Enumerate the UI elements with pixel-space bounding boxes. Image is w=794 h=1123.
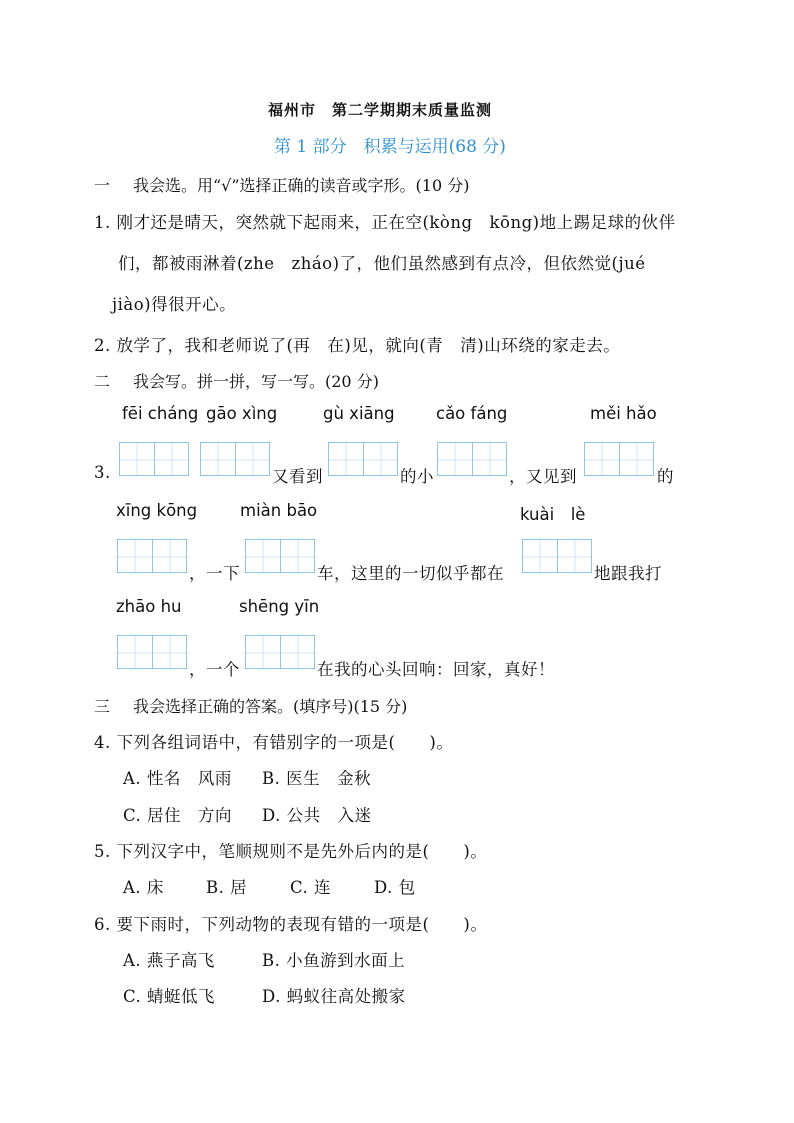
writing-grid-box[interactable] — [117, 539, 187, 573]
writing-grid-box[interactable] — [437, 442, 507, 476]
sentence-text: ，又见到 — [509, 467, 577, 486]
answer-option[interactable]: C. 居住 方向 — [123, 806, 233, 825]
writing-grid-box[interactable] — [119, 442, 189, 476]
answer-option[interactable]: D. 公共 入迷 — [262, 806, 372, 825]
writing-grid-box[interactable] — [245, 635, 315, 669]
question-4: 4. 下列各组词语中，有错别字的一项是( )。 — [94, 733, 454, 752]
writing-grid-box[interactable] — [117, 635, 187, 669]
answer-option[interactable]: C. 连 — [290, 878, 332, 897]
sentence-text: 的 — [657, 467, 674, 486]
sentence-text: 车，这里的一切似乎都在 — [317, 564, 504, 583]
section-2-number: 二 — [94, 372, 111, 391]
pinyin-label: shēng yīn — [239, 597, 320, 616]
answer-option[interactable]: B. 小鱼游到水面上 — [262, 951, 406, 970]
writing-grid-box[interactable] — [245, 539, 315, 573]
writing-grid-box[interactable] — [200, 442, 270, 476]
answer-option[interactable]: D. 包 — [374, 878, 416, 897]
answer-option[interactable]: D. 蚂蚁往高处搬家 — [262, 987, 406, 1006]
page-title: 福州市 第二学期期末质量监测 — [268, 101, 493, 119]
section-1-number: 一 — [94, 176, 111, 195]
section-3-number: 三 — [94, 697, 111, 716]
sentence-text: 地跟我打 — [594, 564, 662, 583]
pinyin-label: měi hǎo — [590, 404, 657, 423]
pinyin-label: cǎo fáng — [436, 404, 508, 423]
question-3-number: 3. — [94, 463, 111, 482]
sentence-text: 的小 — [400, 467, 434, 486]
answer-option[interactable]: A. 燕子高飞 — [123, 951, 215, 970]
question-5: 5. 下列汉字中，笔顺规则不是先外后内的是( )。 — [94, 842, 488, 861]
sentence-text: 在我的心头回响：回家，真好！ — [317, 660, 555, 679]
writing-grid-box[interactable] — [328, 442, 398, 476]
question-1-line-2: 们，都被雨淋着(zhe zháo)了，他们虽然感到有点冷，但依然觉(jué — [118, 254, 646, 273]
section-1-instruction: 我会选。用“√”选择正确的读音或字形。(10 分) — [133, 176, 470, 195]
pinyin-label: miàn bāo — [240, 501, 318, 520]
pinyin-label: fēi cháng — [122, 404, 199, 423]
answer-option[interactable]: B. 居 — [206, 878, 248, 897]
answer-option[interactable]: C. 蜻蜓低飞 — [123, 987, 216, 1006]
pinyin-label: xīng kōng — [116, 501, 198, 520]
answer-option[interactable]: A. 性名 风雨 — [123, 769, 232, 788]
writing-grid-box[interactable] — [522, 539, 592, 573]
writing-grid-box[interactable] — [584, 442, 654, 476]
sentence-text: ，一下 — [189, 564, 240, 583]
answer-option[interactable]: A. 床 — [123, 878, 164, 897]
question-2: 2. 放学了，我和老师说了(再 在)见，就向(青 清)山环绕的家走去。 — [94, 336, 621, 355]
sentence-text: ，一个 — [189, 660, 240, 679]
part-subtitle: 第 1 部分 积累与运用(68 分) — [274, 137, 506, 157]
section-3-instruction: 我会选择正确的答案。(填序号)(15 分) — [133, 697, 408, 716]
pinyin-label: kuài lè — [520, 505, 586, 524]
question-1-line-1: 1. 刚才还是晴天，突然就下起雨来，正在空(kòng kōng)地上踢足球的伙伴 — [94, 213, 676, 232]
section-2-instruction: 我会写。拼一拼，写一写。(20 分) — [133, 372, 379, 391]
pinyin-label: gāo xìng — [206, 404, 278, 423]
sentence-text: 又看到 — [272, 467, 323, 486]
pinyin-label: gù xiāng — [323, 404, 395, 423]
answer-option[interactable]: B. 医生 金秋 — [262, 769, 372, 788]
question-6: 6. 要下雨时，下列动物的表现有错的一项是( )。 — [94, 915, 488, 934]
pinyin-label: zhāo hu — [116, 597, 182, 616]
question-1-line-3: jiào)得很开心。 — [112, 295, 237, 314]
